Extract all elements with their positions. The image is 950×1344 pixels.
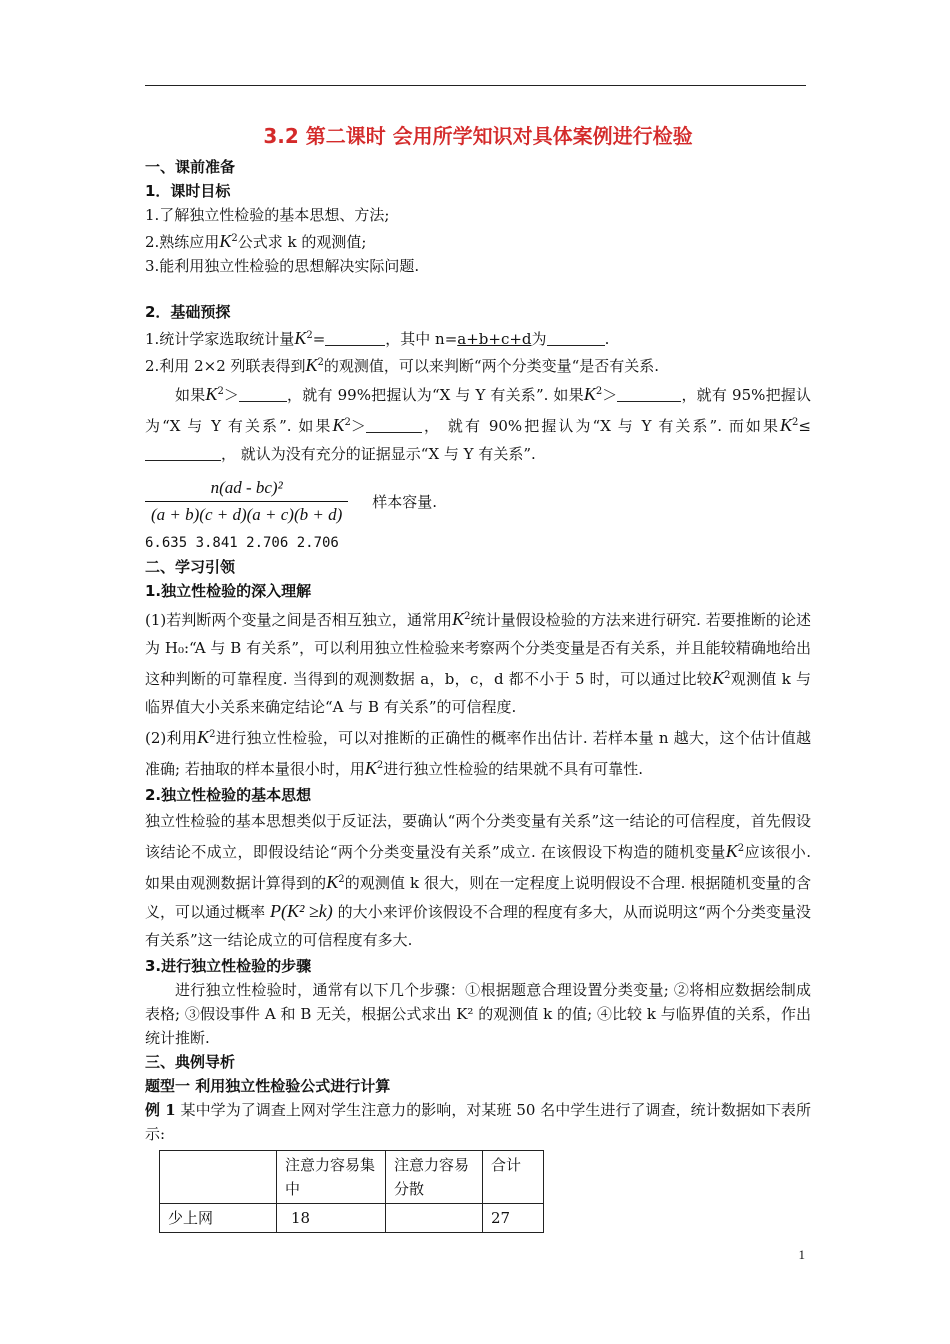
question-3: 如果$K^2>$ ，就有 99%把握认为“X 与 Y 有关系”. 如果$K^2>$ ，就有 95%把握认为“X 与 Y 有关系”. 如果$K^2>$ ， 就有 90%把握认为“X 与 Y 有关系”. 而如果$K^2\le$， 就认为没有充分的证据显示“X 与 Y 有关系”. [145, 384, 811, 463]
question-2: 2.利用 2×2 列联表得到$K^2$的观测值，可以来判断“两个分类变量“是否有关系. [145, 355, 660, 375]
formula-denominator: (a + b)(c + d)(a + c)(b + d) [145, 501, 348, 525]
table-cell: 18 [277, 1204, 386, 1233]
table-cell: 少上网 [160, 1204, 277, 1233]
document-title: 3.2 第二课时 会用所学知识对具体案例进行检验 [263, 124, 693, 148]
goal-1: 1.了解独立性检验的基本思想、方法; [145, 206, 390, 224]
probability-expression: P(K² ≥k) [270, 901, 333, 921]
paragraph-steps: 进行独立性检验时，通常有以下几个步骤：①根据题意合理设置分类变量; ②将相应数据绘制成表格; ③假设事件 A 和 B 无关，根据公式求出 K² 的观测值 k 的值; ④比较 k 与临界值的关系，作出统计推断. [145, 981, 811, 1047]
table-header-cell: 合计 [483, 1151, 544, 1204]
formula-caption: 样本容量. [372, 493, 438, 511]
section-heading-guide: 二、学习引领 [145, 558, 236, 576]
example-label: 例 1 [145, 1101, 176, 1119]
table-header-cell [160, 1151, 277, 1204]
subheading-goals: 1．课时目标 [145, 182, 231, 200]
table-header-cell: 注意力容易集中 [277, 1151, 386, 1204]
page-number: 1 [798, 1247, 805, 1262]
paragraph-understanding-1: (1)若判断两个变量之间是否相互独立，通常用$K^2$统计量假设检验的方法来进行研究. 若要推断的论述为 H₀:“A 与 B 有关系”，可以利用独立性检验来考察两个分类变量是否有关系，并且能较精确地给出这种判断的可靠程度. 当得到的观测数据 a，b，c，d 都不小于 5 时，可以通过比较$K^2$观测值 k 与临界值大小关系来确定结论“A 与 B 有关系”的可信程度. [145, 609, 811, 716]
formula-numerator: n(ad - bc)² [210, 478, 283, 497]
section-heading-prep: 一、课前准备 [145, 158, 236, 176]
subheading-steps: 3.进行独立性检验的步骤 [145, 957, 312, 975]
subheading-basic-idea: 2.独立性检验的基本思想 [145, 786, 312, 804]
header-rule [145, 85, 806, 86]
document-page [145, 120, 811, 1233]
table-header-row [160, 1151, 544, 1204]
table-header-cell: 注意力容易分散 [386, 1151, 483, 1204]
example-1: 例 1 某中学为了调查上网对学生注意力的影响，对某班 50 名中学生进行了调查，统计数据如下表所示: [145, 1101, 811, 1143]
subheading-understanding: 1.独立性检验的深入理解 [145, 582, 312, 600]
table-cell [386, 1204, 483, 1233]
answer-values: 6.635 3.841 2.706 2.706 [145, 535, 339, 551]
goal-2: 2.熟练应用$K^2$公式求 k 的观测值; [145, 231, 367, 251]
example-type-heading: 题型一 利用独立性检验公式进行计算 [145, 1077, 391, 1095]
goal-3: 3.能利用独立性检验的思想解决实际问题. [145, 257, 420, 275]
section-heading-examples: 三、典例导析 [145, 1053, 236, 1071]
survey-table [159, 1150, 544, 1233]
question-1: 1.统计学家选取统计量$K^2=$ ，其中 n=a+b+c+d为 . [145, 328, 610, 348]
k-squared-formula [145, 478, 811, 525]
table-cell: 27 [483, 1204, 544, 1233]
table-row [160, 1204, 544, 1233]
paragraph-understanding-2: (2)利用$K^2$进行独立性检验，可以对推断的正确性的概率作出估计. 若样本量 n 越大，这个估计值越准确; 若抽取的样本量很小时，用$K^2$进行独立性检验的结果就不具有可靠性. [145, 727, 811, 778]
subheading-preview: 2．基础预探 [145, 303, 231, 321]
paragraph-basic-idea: 独立性检验的基本思想类似于反证法，要确认“两个分类变量有关系”这一结论的可信程度，首先假设该结论不成立，即假设结论“两个分类变量没有关系”成立. 在该假设下构造的随机变量$K^2$应该很小. 如果由观测数据计算得到的$K^2$的观测值 k 很大，则在一定程度上说明假设不合理. 根据随机变量的含义，可以通过概率 P(K² ≥k) 的大小来评价该假设不合理的程度有多大，从而说明这“两个分类变量没有关系”这一结论成立的可信程度有多大. [145, 812, 811, 949]
